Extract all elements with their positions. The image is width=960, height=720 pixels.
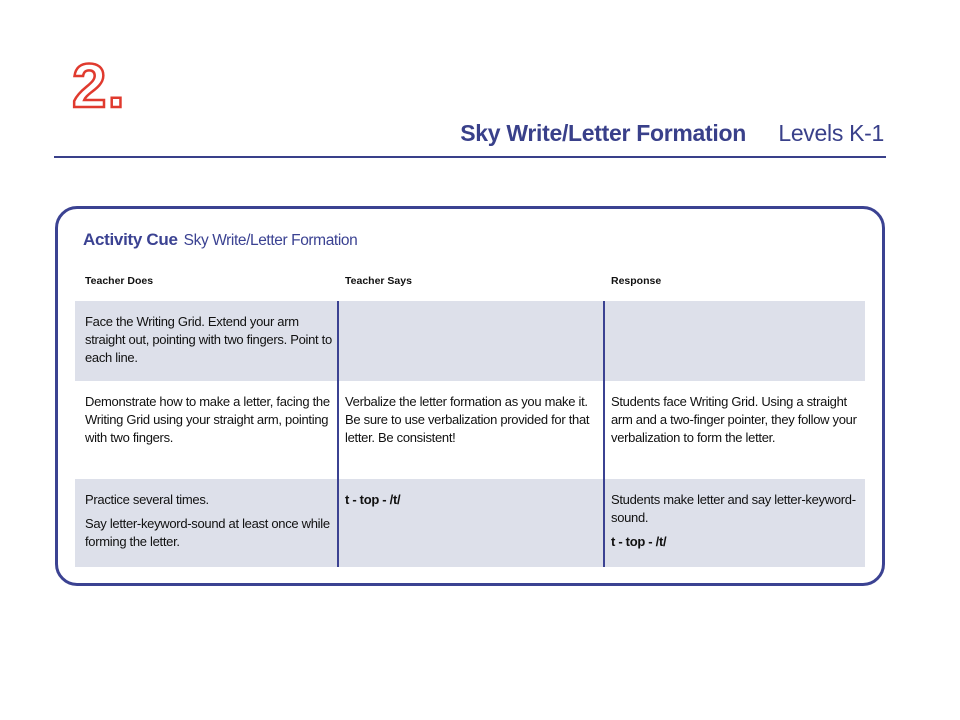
column-divider	[337, 301, 339, 567]
cell-text: Students make letter and say letter-keyword-sound.	[611, 492, 856, 525]
cell-text: Demonstrate how to make a letter, facing the Writing Grid using your straight arm, pointing with two fingers.	[85, 394, 330, 445]
column-divider	[603, 301, 605, 567]
activity-cue-label: Activity Cue	[83, 230, 178, 249]
slide-number: 2.	[72, 52, 126, 121]
column-header-teacher-says: Teacher Says	[345, 275, 412, 287]
table-row	[75, 479, 865, 567]
cell-response	[611, 381, 861, 479]
cell-text: t - top - /t/	[611, 534, 667, 549]
cell-text: Face the Writing Grid. Extend your arm straight out, pointing with two fingers. Point to each line.	[85, 314, 332, 365]
cell-teacher-does	[85, 381, 335, 479]
cell-teacher-says	[345, 301, 595, 381]
level-label: Levels K-1	[778, 120, 884, 146]
page-title: Sky Write/Letter Formation	[460, 120, 746, 146]
cell-teacher-does	[85, 479, 335, 567]
cell-text: Students face Writing Grid. Using a straight arm and a two-finger pointer, they follow your verbalization to form the letter.	[611, 394, 857, 445]
cell-text: t - top - /t/	[345, 492, 401, 507]
card-heading	[83, 230, 357, 250]
cell-teacher-does	[85, 301, 335, 381]
table-row	[75, 381, 865, 479]
activity-table	[75, 301, 865, 567]
activity-cue-card	[55, 206, 885, 586]
cell-response	[611, 301, 861, 381]
cell-response	[611, 479, 861, 567]
cell-text: Verbalize the letter formation as you make it. Be sure to use verbalization provided for that letter. Be consistent!	[345, 394, 590, 445]
cell-text: Practice several times.	[85, 492, 209, 507]
cell-teacher-says	[345, 479, 595, 567]
column-header-response: Response	[611, 275, 662, 287]
page-header	[54, 112, 886, 158]
column-header-teacher-does: Teacher Does	[85, 275, 154, 287]
cell-teacher-says	[345, 381, 595, 479]
table-row	[75, 301, 865, 381]
cell-text: Say letter-keyword-sound at least once while forming the letter.	[85, 516, 330, 549]
activity-cue-name: Sky Write/Letter Formation	[183, 232, 358, 249]
